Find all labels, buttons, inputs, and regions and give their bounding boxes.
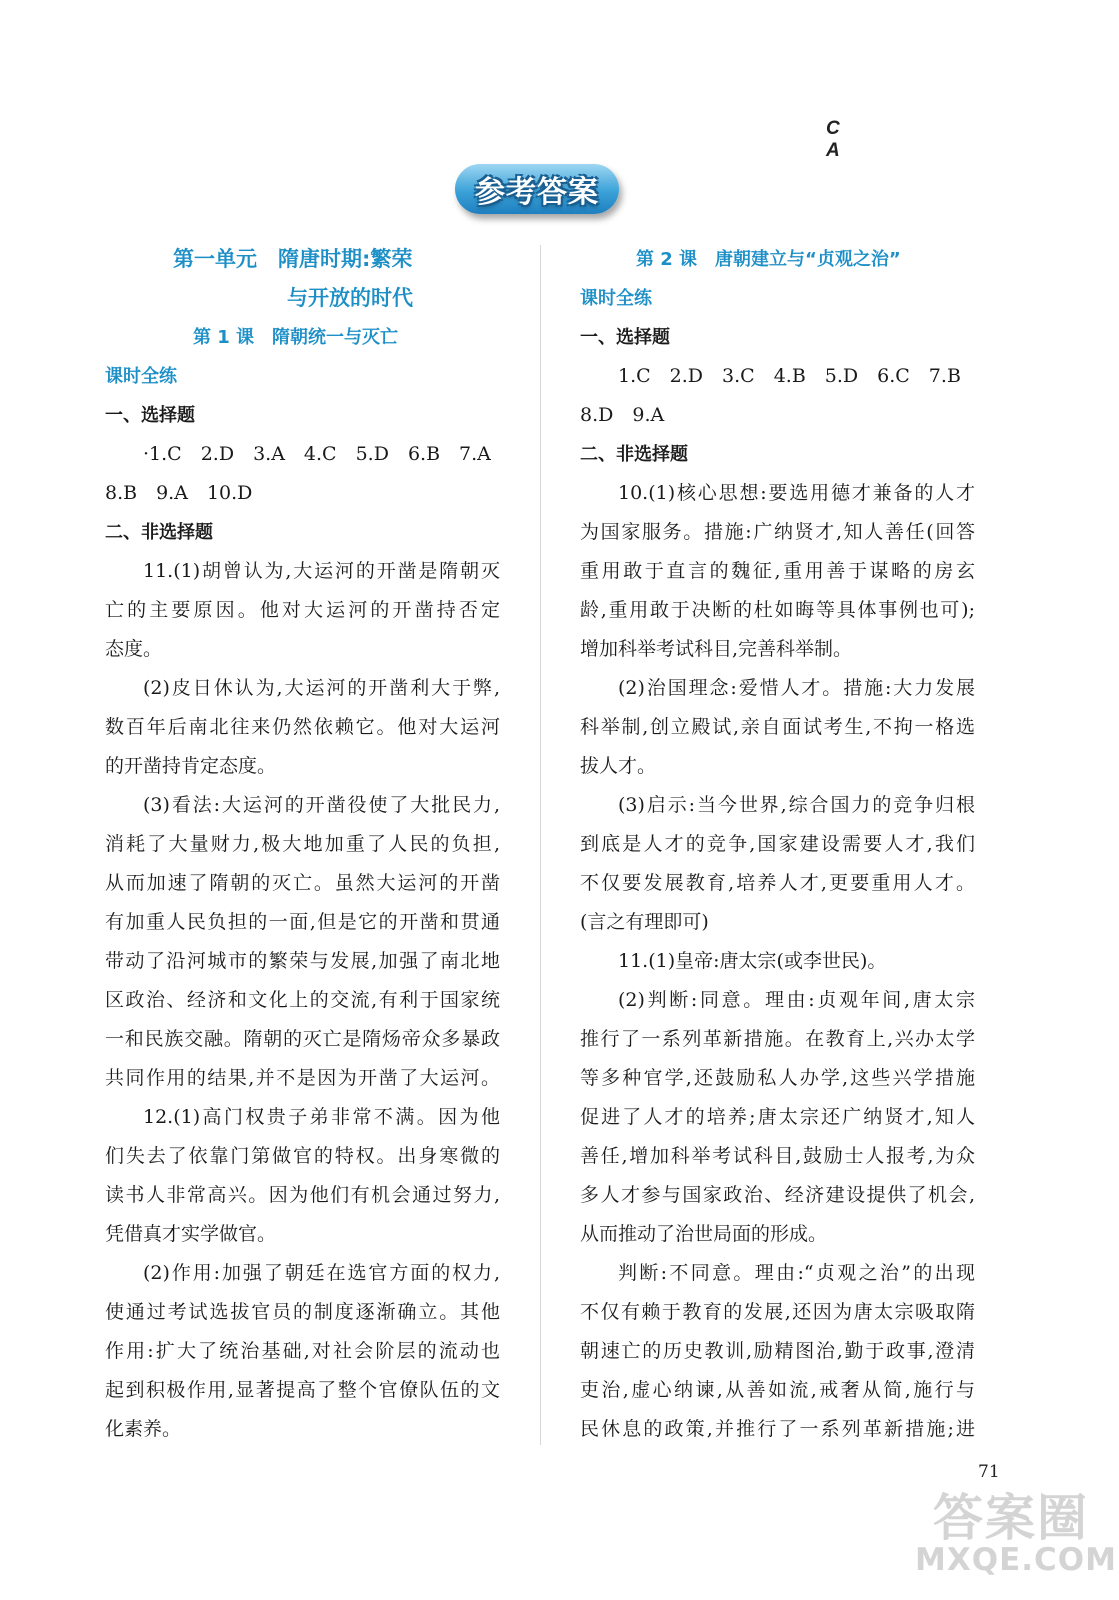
watermark-logo: 答案圈 MXQE.COM: [915, 1489, 1118, 1578]
section-open-questions: 二、非选择题: [105, 522, 213, 543]
answer-line: 12.(1)高门权贵子弟非常不满。因为他: [143, 1106, 500, 1128]
answer-line: 不仅有赖于教育的发展,还因为唐太宗吸取隋: [580, 1301, 975, 1323]
answer-line: 11.(1)皇帝:唐太宗(或李世民)。: [618, 950, 887, 972]
answer-line: (2)皮日休认为,大运河的开凿利大于弊,: [143, 677, 500, 699]
page-number: 71: [978, 1462, 1000, 1482]
answer-line: 有加重人民负担的一面,但是它的开凿和贯通: [105, 911, 500, 933]
answer-line: 消耗了大量财力,极大地加重了人民的负担,: [105, 833, 500, 855]
answer-line: (3)启示:当今世界,综合国力的竞争归根: [618, 794, 975, 816]
answer-line: 读书人非常高兴。因为他们有机会通过努力,: [105, 1184, 500, 1206]
answer-line: 态度。: [105, 638, 163, 660]
unit-title-line-1: 第一单元 隋唐时期:繁荣: [173, 247, 413, 271]
answer-line: 共同作用的结果,并不是因为开凿了大运河。: [105, 1067, 500, 1089]
answer-line: 10.(1)核心思想:要选用德才兼备的人才: [618, 482, 975, 504]
banner-title: 参考答案: [475, 175, 599, 210]
answer-line: 从而加速了隋朝的灭亡。虽然大运河的开凿: [105, 872, 500, 894]
mc-answers-row-2: 8.D 9.A: [580, 404, 665, 426]
answer-line: (2)治国理念:爱惜人才。措施:大力发展: [618, 677, 975, 699]
section-multiple-choice: 一、选择题: [105, 405, 195, 426]
answer-line: 使通过考试选拔官员的制度逐渐确立。其他: [105, 1301, 500, 1323]
answer-line: 作用:扩大了统治基础,对社会阶层的流动也: [105, 1340, 500, 1362]
answer-line: 促进了人才的培养;唐太宗还广纳贤才,知人: [580, 1106, 975, 1128]
answer-line: 朝速亡的历史教训,励精图治,勤于政事,澄清: [580, 1340, 975, 1362]
answer-line: 11.(1)胡曾认为,大运河的开凿是隋朝灭: [143, 560, 500, 582]
answer-line: (言之有理即可): [580, 911, 709, 933]
answer-line: 为国家服务。措施:广纳贤才,知人善任(回答: [580, 521, 975, 543]
section-multiple-choice: 一、选择题: [580, 327, 670, 348]
answer-line: 起到积极作用,显著提高了整个官僚队伍的文: [105, 1379, 500, 1401]
answer-line: 吏治,虚心纳谏,从善如流,戒奢从简,施行与: [580, 1379, 975, 1401]
mc-answers-row-2: 8.B 9.A 10.D: [105, 482, 253, 504]
mc-answers-row-1: 1.C 2.D 3.C 4.B 5.D 6.C 7.B: [618, 365, 961, 387]
answer-line: 数百年后南北往来仍然依赖它。他对大运河: [105, 716, 500, 738]
answer-line: 的开凿持肯定态度。: [105, 755, 277, 777]
answer-line: 区政治、经济和文化上的交流,有利于国家统: [105, 989, 500, 1011]
answer-line: 拔人才。: [580, 755, 657, 777]
answer-line: 判断:不同意。理由:“贞观之治”的出现: [618, 1262, 975, 1284]
answer-line: 们失去了依靠门第做官的特权。出身寒微的: [105, 1145, 500, 1167]
answer-line: 善任,增加科举考试科目,鼓励士人报考,为众: [580, 1145, 975, 1167]
answer-line: (2)判断:同意。理由:贞观年间,唐太宗: [618, 989, 975, 1011]
answer-line: (2)作用:加强了朝廷在选官方面的权力,: [143, 1262, 500, 1284]
answer-line: 民休息的政策,并推行了一系列革新措施;进: [580, 1418, 975, 1440]
answer-line: 亡的主要原因。他对大运河的开凿持否定: [105, 599, 500, 621]
corner-mark: C A: [826, 118, 840, 161]
answer-line: 一和民族交融。隋朝的灭亡是隋炀帝众多暴政: [105, 1028, 500, 1050]
left-column: [105, 240, 500, 1449]
answer-line: (3)看法:大运河的开凿役使了大批民力,: [143, 794, 500, 816]
lesson-1-title: 第 1 课 隋朝统一与灭亡: [193, 327, 399, 348]
answer-line: 龄,重用敢于决断的杜如晦等具体事例也可);: [580, 599, 975, 621]
lesson-2-title: 第 2 课 唐朝建立与“贞观之治”: [636, 249, 901, 270]
answer-line: 等多种官学,还鼓励私人办学,这些兴学措施: [580, 1067, 975, 1089]
practice-label: 课时全练: [105, 366, 177, 387]
answer-line: 不仅要发展教育,培养人才,更要重用人才。: [580, 872, 975, 894]
answer-line: 增加科举考试科目,完善科举制。: [580, 638, 853, 660]
right-column: [580, 240, 975, 1449]
mc-answers-row-1: ·1.C 2.D 3.A 4.C 5.D 6.B 7.A: [143, 443, 491, 465]
answer-line: 凭借真才实学做官。: [105, 1223, 277, 1245]
unit-title-line-2: 与开放的时代: [287, 286, 413, 310]
answer-line: 到底是人才的竞争,国家建设需要人才,我们: [580, 833, 975, 855]
answer-line: 从而推动了治世局面的形成。: [580, 1223, 828, 1245]
column-divider: [540, 245, 541, 1445]
answer-line: 科举制,创立殿试,亲自面试考生,不拘一格选: [580, 716, 975, 738]
answer-line: 多人才参与国家政治、经济建设提供了机会,: [580, 1184, 975, 1206]
practice-label: 课时全练: [580, 288, 652, 309]
answer-line: 带动了沿河城市的繁荣与发展,加强了南北地: [105, 950, 500, 972]
answer-line: 推行了一系列革新措施。在教育上,兴办太学: [580, 1028, 975, 1050]
section-open-questions: 二、非选择题: [580, 444, 688, 465]
answer-line: 重用敢于直言的魏征,重用善于谋略的房玄: [580, 560, 975, 582]
answer-line: 化素养。: [105, 1418, 182, 1440]
answer-key-banner: [455, 164, 619, 214]
